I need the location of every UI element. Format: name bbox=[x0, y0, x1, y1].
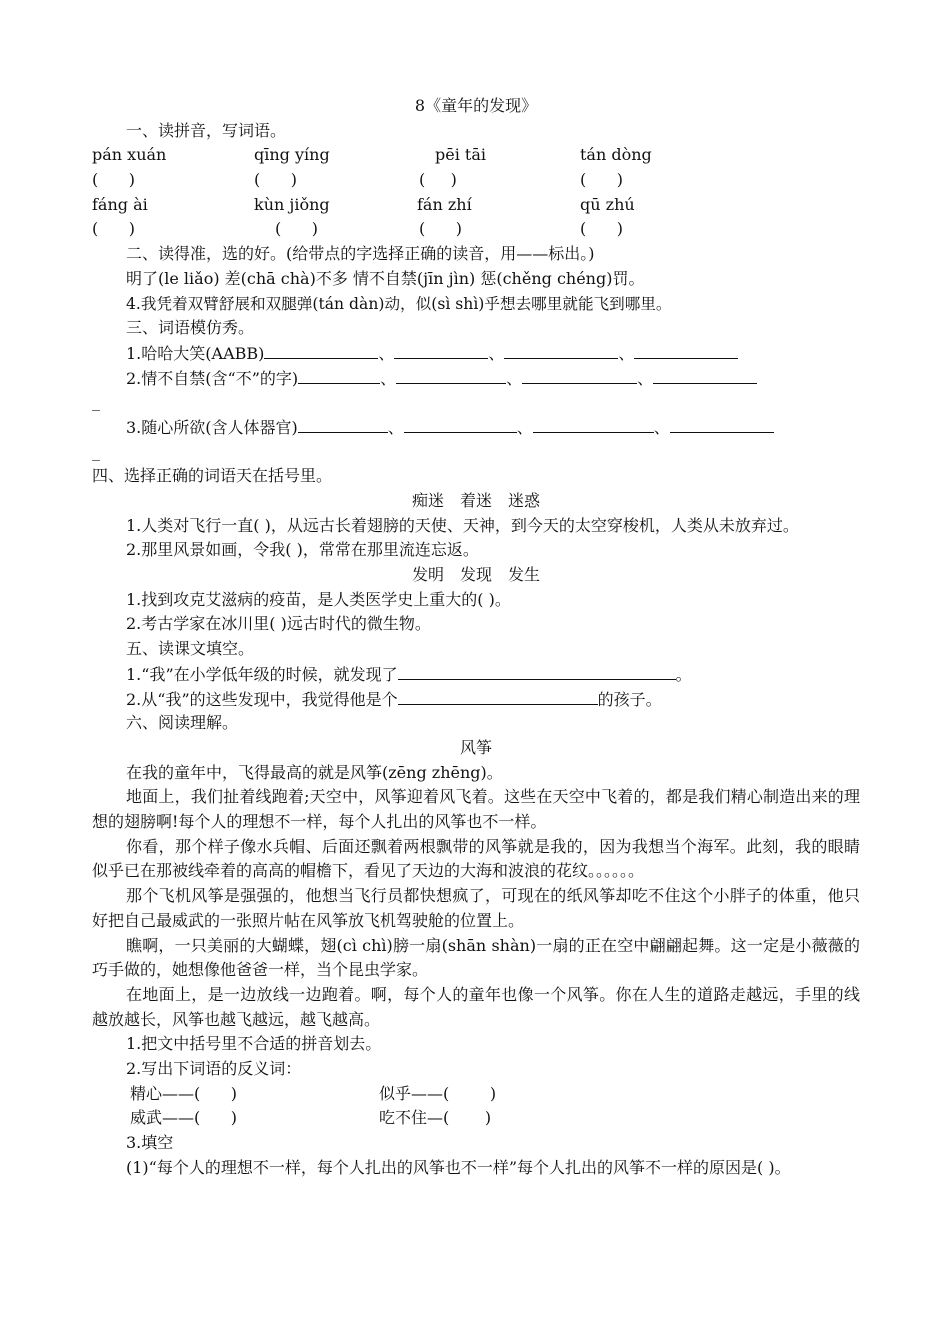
answer-paren[interactable]: ( ) bbox=[275, 219, 318, 239]
idiom-question-3: 3.随心所欲(含人体器官) 、 、 、 bbox=[92, 415, 860, 440]
passage-paragraph: 在我的童年中，飞得最高的就是风筝(zēng zhēng)。 bbox=[126, 762, 503, 782]
pinyin-item: qīng yíng bbox=[254, 145, 330, 165]
choice-question-2: 2.那里风景如画，令我( )，常常在那里流连忘返。 bbox=[126, 540, 479, 560]
idiom-question-3-overflow: _ bbox=[92, 441, 100, 461]
antonym-item[interactable]: 威武——( ) bbox=[130, 1108, 238, 1128]
passage-paragraph: 地面上，我们扯着线跑着;天空中，风筝迎着风飞着。这些在天空中飞着的，都是我们精心制造出来的理想的翅膀啊!每个人的理想不一样，每个人扎出的风筝也不一样。 bbox=[92, 787, 860, 831]
pinyin-item: fán zhí bbox=[417, 194, 472, 214]
section-2-heading: 二、读得准，选的好。(给带点的字选择正确的读音，用——标出。) bbox=[126, 244, 595, 264]
word-choices-1: 痴迷 着迷 迷惑 bbox=[411, 491, 540, 510]
answer-paren[interactable]: ( ) bbox=[419, 219, 462, 239]
pinyin-item: pán xuán bbox=[92, 145, 167, 165]
answer-blank[interactable] bbox=[504, 341, 618, 359]
antonym-row-2 bbox=[92, 1106, 860, 1131]
idiom-question-2: 2.情不自禁(含“不”的字) 、 、 、 bbox=[92, 366, 860, 391]
choice-question-4: 2.考古学家在冰川里( )远古时代的微生物。 bbox=[126, 614, 431, 634]
answer-blank[interactable] bbox=[398, 687, 598, 705]
pinyin-row-1 bbox=[92, 143, 860, 168]
choice-question-3: 1.找到攻克艾滋病的疫苗，是人类医学史上重大的( )。 bbox=[126, 589, 511, 609]
antonym-item[interactable]: 精心——( ) bbox=[130, 1083, 238, 1103]
section-5-heading: 五、读课文填空。 bbox=[126, 639, 255, 659]
worksheet bbox=[92, 94, 860, 1180]
word-choices-2: 发明 发现 发生 bbox=[411, 565, 540, 585]
fill-question-2: 2.从“我”的这些发现中，我觉得他是个 的孩子。 bbox=[92, 687, 860, 712]
antonym-row-1 bbox=[92, 1082, 860, 1107]
answer-paren[interactable]: ( ) bbox=[580, 170, 623, 190]
answer-blank[interactable] bbox=[533, 415, 654, 433]
answer-paren[interactable]: ( ) bbox=[419, 170, 457, 190]
answer-blank[interactable] bbox=[404, 415, 517, 433]
reading-question-3-1: (1)“每个人的理想不一样，每个人扎出的风筝也不一样”每个人扎出的风筝不一样的原因是( )。 bbox=[126, 1157, 791, 1177]
answer-row-2 bbox=[92, 217, 860, 242]
section-3-heading: 三、词语模仿秀。 bbox=[126, 318, 255, 338]
answer-blank[interactable] bbox=[298, 415, 388, 433]
pinyin-item: pēi tāi bbox=[435, 145, 486, 165]
pinyin-item: qū zhú bbox=[580, 194, 635, 214]
pinyin-item: fáng ài bbox=[92, 194, 148, 214]
answer-paren[interactable]: ( ) bbox=[580, 219, 623, 239]
answer-row-1 bbox=[92, 168, 860, 193]
pinyin-item: kùn jiǒng bbox=[254, 194, 330, 214]
pronunciation-line-1: 明了(le liǎo) 差(chā chà)不多 情不自禁(jīn jìn) 惩(chěng chéng)罚。 bbox=[126, 268, 645, 288]
answer-paren[interactable]: ( ) bbox=[92, 219, 135, 239]
passage-paragraph: 瞧啊，一只美丽的大蝴蝶，翅(cì chì)膀一扇(shān shàn)一扇的正在空中翩翩起舞。这一定是小薇薇的巧手做的，她想像他爸爸一样，当个昆虫学家。 bbox=[92, 935, 860, 980]
pinyin-row-2 bbox=[92, 193, 860, 218]
reading-question-2: 2.写出下词语的反义词： bbox=[126, 1059, 302, 1078]
choice-question-1: 1.人类对飞行一直( )，从远古长着翅膀的天使、天神，到今天的太空穿梭机，人类从未放弃过。 bbox=[126, 515, 799, 535]
reading-question-1: 1.把文中括号里不合适的拼音划去。 bbox=[126, 1034, 382, 1054]
answer-blank[interactable] bbox=[396, 366, 506, 384]
idiom-question-1: 1.哈哈大笑(AABB) 、 、 、 bbox=[92, 341, 860, 366]
section-4-heading: 四、选择正确的词语天在括号里。 bbox=[92, 466, 333, 486]
reading-question-3: 3.填空 bbox=[126, 1133, 174, 1153]
fill-question-1: 1.“我”在小学低年级的时候，就发现了 。 bbox=[92, 662, 860, 687]
answer-paren[interactable]: ( ) bbox=[92, 170, 135, 190]
page-title: 8《童年的发现》 bbox=[414, 96, 538, 115]
pronunciation-line-2: 4.我凭着双臂舒展和双腿弹(tán dàn)动，似(sì shì)乎想去哪里就能飞到哪里。 bbox=[126, 294, 672, 313]
answer-blank[interactable] bbox=[634, 341, 738, 359]
passage-title: 风筝 bbox=[459, 737, 492, 757]
answer-blank[interactable] bbox=[653, 366, 757, 384]
answer-blank[interactable] bbox=[298, 366, 380, 384]
answer-blank[interactable] bbox=[670, 415, 774, 433]
antonym-item[interactable]: 似乎——( ) bbox=[379, 1083, 497, 1103]
passage-paragraph: 那个飞机风筝是强强的，他想当飞行员都快想疯了，可现在的纸风筝却吃不住这个小胖子的体重，他只好把自己最威武的一张照片帖在风筝放飞机驾驶舱的位置上。 bbox=[92, 886, 860, 930]
answer-blank[interactable] bbox=[398, 662, 676, 680]
section-6-heading: 六、阅读理解。 bbox=[126, 713, 239, 733]
passage-paragraph: 在地面上，是一边放线一边跑着。啊，每个人的童年也像一个风筝。你在人生的道路走越远，手里的线越放越长，风筝也越飞越远，越飞越高。 bbox=[92, 984, 860, 1029]
pinyin-item: tán dòng bbox=[580, 145, 652, 165]
answer-blank[interactable] bbox=[522, 366, 637, 384]
section-1-heading: 一、读拼音，写词语。 bbox=[126, 120, 287, 140]
idiom-question-2-overflow: _ bbox=[92, 392, 100, 412]
answer-blank[interactable] bbox=[264, 341, 378, 359]
answer-blank[interactable] bbox=[394, 341, 488, 359]
answer-paren[interactable]: ( ) bbox=[254, 170, 297, 190]
antonym-item[interactable]: 吃不住—( ) bbox=[379, 1108, 492, 1128]
passage-paragraph: 你看，那个样子像水兵帽、后面还飘着两根飘带的风筝就是我的，因为我想当个海军。此刻，我的眼睛似乎已在那被线牵着的高高的帽檐下，看见了天边的大海和波浪的花纹。。。。。。 bbox=[92, 836, 860, 881]
